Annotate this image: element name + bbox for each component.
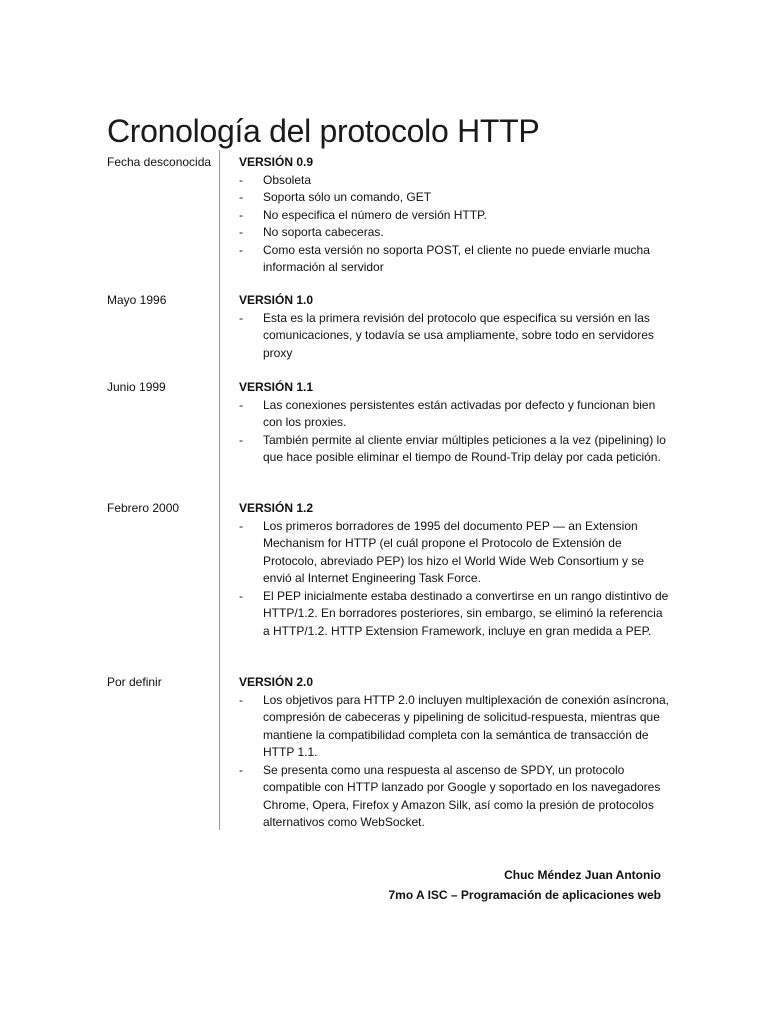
version-heading: VERSIÓN 0.9 bbox=[239, 155, 314, 169]
entry-content bbox=[239, 500, 669, 640]
list-item-text: Como esta versión no soporta POST, el cliente no puede enviarle mucha información al servidor bbox=[263, 242, 650, 274]
author-name: Chuc Méndez Juan Antonio bbox=[504, 868, 661, 882]
list-item bbox=[239, 242, 669, 277]
bullet-dash: - bbox=[239, 762, 243, 777]
list-item bbox=[239, 189, 669, 207]
entry-date: Mayo 1996 bbox=[107, 293, 167, 307]
timeline-divider bbox=[219, 150, 220, 830]
list-item bbox=[239, 432, 669, 467]
list-item bbox=[239, 762, 669, 832]
entry-content bbox=[239, 154, 669, 277]
list-item-text: Se presenta como una respuesta al ascenso de SPDY, un protocolo compatible con HTTP lanzado por Google y soportado en los navegadores Chrome, Opera, Firefox y Amazon Silk, así como la presión de protocolos alternativos como WebSocket. bbox=[263, 762, 661, 829]
author-block bbox=[388, 865, 661, 905]
bullet-dash: - bbox=[239, 518, 243, 533]
list-item-text: Soporta sólo un comando, GET bbox=[263, 190, 432, 204]
version-heading: VERSIÓN 2.0 bbox=[239, 675, 314, 689]
bullet-dash: - bbox=[239, 207, 243, 222]
bullet-dash: - bbox=[239, 310, 243, 325]
entry-date: Febrero 2000 bbox=[107, 501, 180, 515]
version-heading: VERSIÓN 1.0 bbox=[239, 293, 314, 307]
list-item bbox=[239, 397, 669, 432]
list-item-text: También permite al cliente enviar múltiples peticiones a la vez (pipelining) lo que hace posible eliminar el tiempo de Round-Trip delay por cada petición. bbox=[263, 432, 666, 464]
page-title: Cronología del protocolo HTTP bbox=[107, 113, 540, 150]
bullet-dash: - bbox=[239, 172, 243, 187]
entry-date: Por definir bbox=[107, 675, 162, 689]
entry-content bbox=[239, 674, 669, 832]
version-heading: VERSIÓN 1.1 bbox=[239, 380, 314, 394]
version-notes-list bbox=[239, 692, 669, 832]
bullet-dash: - bbox=[239, 397, 243, 412]
list-item-text: No especifica el número de versión HTTP. bbox=[263, 207, 487, 222]
entry-content bbox=[239, 292, 669, 362]
list-item-text: Las conexiones persistentes están activadas por defecto y funcionan bien con los proxies. bbox=[263, 397, 656, 429]
list-item-text: Obsoleta bbox=[263, 172, 312, 187]
list-item-text: El PEP inicialmente estaba destinado a convertirse en un rango distintivo de HTTP/1.2. En borradores posteriores, sin embargo, se eliminó la referencia a HTTP/1.2. HTTP Extension Framework, incluye en gran medida a PEP. bbox=[263, 588, 669, 638]
entry-date: Junio 1999 bbox=[107, 380, 166, 394]
list-item-text: Los primeros borradores de 1995 del documento PEP — an Extension Mechanism for HTTP (el cuál propone el Protocolo de Extensión de Protocolo, abreviado PEP) los hizo el World Wide Web Consortium y se envió al Internet Engineering Task Force. bbox=[263, 518, 645, 585]
list-item bbox=[239, 588, 669, 641]
author-course: 7mo A ISC – Programación de aplicaciones web bbox=[388, 888, 661, 902]
list-item bbox=[239, 692, 669, 762]
list-item bbox=[239, 518, 669, 588]
version-notes-list bbox=[239, 518, 669, 641]
bullet-dash: - bbox=[239, 588, 243, 603]
list-item bbox=[239, 224, 669, 242]
list-item-text: Los objetivos para HTTP 2.0 incluyen multiplexación de conexión asíncrona, compresión de cabeceras y pipelining de solicitud-respuesta, mientras que mantiene la compatibilidad completa con la semántica de transacción de HTTP 1.1. bbox=[263, 692, 670, 759]
list-item bbox=[239, 310, 669, 363]
version-notes-list bbox=[239, 172, 669, 277]
list-item bbox=[239, 172, 669, 190]
bullet-dash: - bbox=[239, 225, 243, 239]
version-heading: VERSIÓN 1.2 bbox=[239, 501, 314, 515]
version-notes-list bbox=[239, 310, 669, 363]
list-item-text: No soporta cabeceras. bbox=[263, 225, 384, 239]
bullet-dash: - bbox=[239, 242, 243, 257]
bullet-dash: - bbox=[239, 432, 243, 447]
list-item bbox=[239, 207, 669, 225]
list-item-text: Esta es la primera revisión del protocolo que especifica su versión en las comunicaciones, y todavía se usa ampliamente, sobre todo en servidores proxy bbox=[263, 310, 654, 360]
bullet-dash: - bbox=[239, 692, 243, 707]
entry-date: Fecha desconocida bbox=[107, 155, 212, 169]
entry-content bbox=[239, 379, 669, 467]
bullet-dash: - bbox=[239, 190, 243, 204]
version-notes-list bbox=[239, 397, 669, 467]
